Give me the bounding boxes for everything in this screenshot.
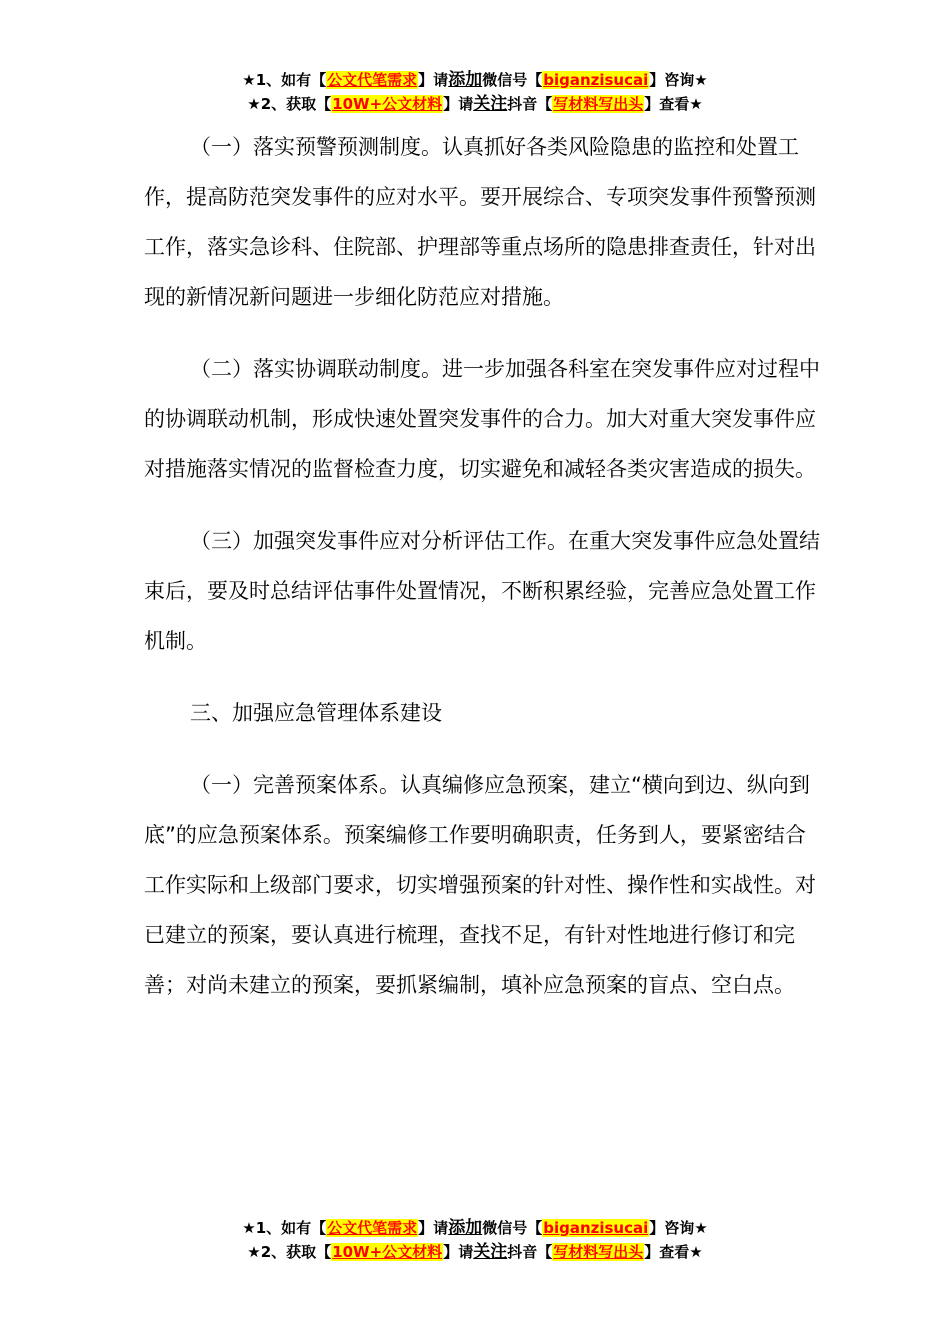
banner-line-2 <box>0 1240 950 1264</box>
section-heading: 三、加强应急管理体系建设 <box>190 701 442 725</box>
top-banner <box>0 68 950 116</box>
banner-emphasis: 关注 <box>473 94 508 114</box>
banner-text: 】请 <box>443 1243 474 1261</box>
paragraph-2: （二）落实协调联动制度。进一步加强各科室在突发事件应对过程中的协调联动机制，形成快速处置突发事件的合力。加大对重大突发事件应对措施落实情况的监督检查力度，切实避免和减轻各类灾害造成的损失。 <box>144 357 820 481</box>
banner-line-2 <box>0 92 950 116</box>
banner-text: 】查看★ <box>644 1243 703 1261</box>
banner-text: ★2、获取【 <box>247 1243 332 1261</box>
banner-text: ★1、如有【 <box>242 71 327 89</box>
banner-text: ★2、获取【 <box>247 95 332 113</box>
banner-line-1 <box>0 68 950 92</box>
banner-text: 】查看★ <box>644 95 703 113</box>
document-body <box>144 122 824 1032</box>
paragraph-1: （一）落实预警预测制度。认真抓好各类风险隐患的监控和处置工作，提高防范突发事件的应对水平。要开展综合、专项突发事件预警预测工作，落实急诊科、住院部、护理部等重点场所的隐患排查责任，针对出现的新情况新问题进一步细化防范应对措施。 <box>144 135 816 309</box>
banner-text: 微信号【 <box>482 71 543 89</box>
highlight-materials: 10W+公文材料 <box>332 95 443 113</box>
highlight-wechat-id: biganzisucai <box>543 1219 649 1237</box>
banner-text: 抖音【 <box>507 95 553 113</box>
banner-text: ★1、如有【 <box>242 1219 327 1237</box>
highlight-wechat-id: biganzisucai <box>543 71 649 89</box>
banner-line-1 <box>0 1216 950 1240</box>
highlight-service: 公文代笔需求 <box>327 71 418 89</box>
paragraph-4: （一）完善预案体系。认真编修应急预案，建立“横向到边、纵向到底”的应急预案体系。预案编修工作要明确职责，任务到人，要紧密结合工作实际和上级部门要求，切实增强预案的针对性、操作性和实战性。对已建立的预案，要认真进行梳理，查找不足，有针对性地进行修订和完善；对尚未建立的预案，要抓紧编制，填补应急预案的盲点、空白点。 <box>144 773 816 997</box>
bottom-banner <box>0 1216 950 1264</box>
highlight-douyin-account: 写材料写出头 <box>553 1243 644 1261</box>
banner-text: 微信号【 <box>482 1219 543 1237</box>
banner-text: 】咨询★ <box>649 1219 708 1237</box>
banner-text: 】请 <box>418 71 449 89</box>
banner-emphasis: 添加 <box>448 70 483 90</box>
banner-emphasis: 关注 <box>473 1242 508 1262</box>
highlight-service: 公文代笔需求 <box>327 1219 418 1237</box>
highlight-materials: 10W+公文材料 <box>332 1243 443 1261</box>
paragraph-3: （三）加强突发事件应对分析评估工作。在重大突发事件应急处置结束后，要及时总结评估事件处置情况，不断积累经验，完善应急处置工作机制。 <box>144 529 820 653</box>
banner-text: 】咨询★ <box>649 71 708 89</box>
banner-text: 抖音【 <box>507 1243 553 1261</box>
banner-text: 】请 <box>443 95 474 113</box>
banner-text: 】请 <box>418 1219 449 1237</box>
banner-emphasis: 添加 <box>448 1218 483 1238</box>
highlight-douyin-account: 写材料写出头 <box>553 95 644 113</box>
